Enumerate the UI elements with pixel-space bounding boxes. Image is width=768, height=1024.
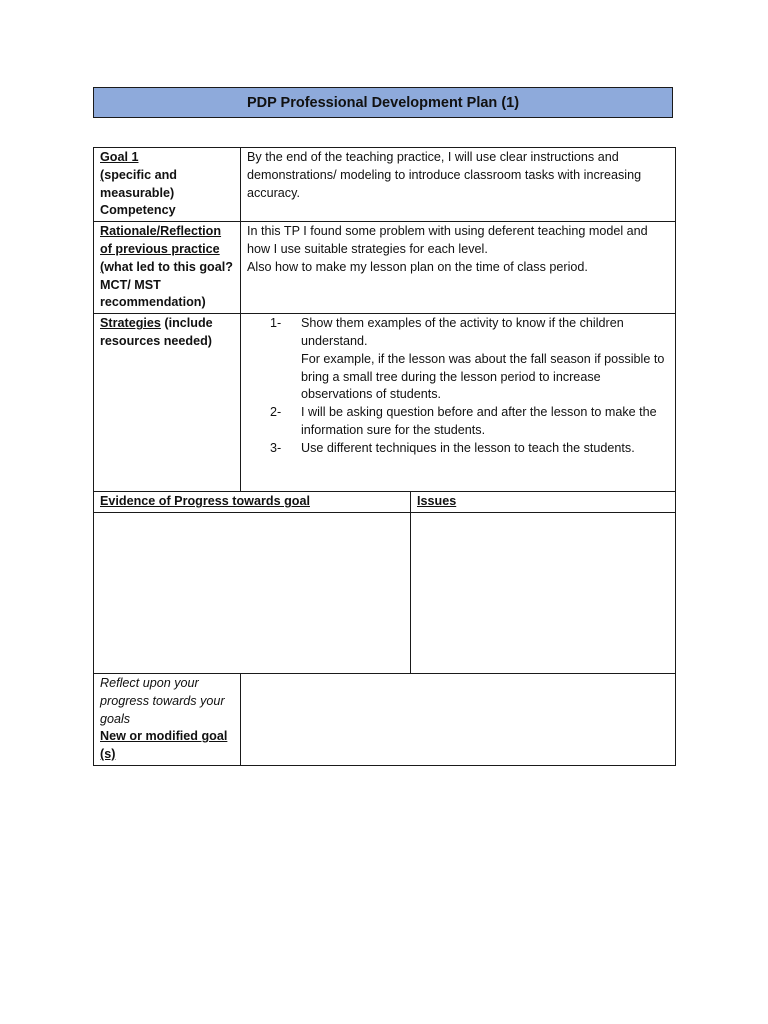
strategy-text: Use different techniques in the lesson to teach the students.	[301, 440, 635, 455]
reflect-row	[94, 673, 676, 765]
issues-label: Issues	[417, 494, 457, 509]
goal-text-cell	[241, 148, 676, 222]
strategy-text: Show them examples of the activity to know if the children understand.	[301, 316, 624, 348]
rationale-text-2: Also how to make my lesson plan on the time of class period.	[247, 259, 588, 274]
rationale-text-1: In this TP I found some problem with using deferent teaching model and how I use suitable strategies for each level.	[247, 224, 648, 256]
evidence-header-row	[94, 492, 676, 513]
rationale-label-title: Rationale/Reflection of previous practice	[100, 224, 222, 256]
goal-row	[94, 148, 676, 222]
list-item	[270, 315, 669, 404]
strategies-text-cell	[241, 314, 676, 492]
evidence-content-cell[interactable]	[94, 512, 411, 673]
strategies-row	[94, 314, 676, 492]
rationale-label-cell	[94, 222, 241, 314]
goal-label-competency: Competency	[100, 203, 176, 218]
strategy-example: For example, if the lesson was about the fall season if possible to bring a small tree during the lesson period to increase observations of students.	[301, 351, 665, 402]
pdp-table	[93, 147, 676, 766]
strategies-label-cell	[94, 314, 241, 492]
strategies-list	[247, 315, 669, 457]
reflect-label: Reflect upon your progress towards your goals	[100, 675, 225, 726]
strategy-number: 2-	[270, 405, 282, 420]
rationale-label-desc: what led to this goal? MCT/ MST recommendation)	[100, 259, 233, 310]
strategy-number: 3-	[270, 440, 282, 455]
strategy-text: I will be asking question before and after the lesson to make the information sure for the students.	[301, 405, 657, 437]
goal-label-title: Goal 1	[100, 150, 139, 164]
evidence-label: Evidence of Progress towards goal	[100, 494, 310, 509]
new-goal-label: New or modified goal (s)	[100, 729, 228, 762]
rationale-text-cell	[241, 222, 676, 314]
list-item	[270, 404, 669, 440]
evidence-content-row	[94, 512, 676, 673]
issues-label-cell	[411, 492, 676, 513]
reflect-label-cell	[94, 673, 241, 765]
issues-content-cell[interactable]	[411, 512, 676, 673]
list-item	[270, 440, 669, 458]
goal-label-cell	[94, 148, 241, 222]
goal-label-paren: (	[100, 167, 105, 182]
document-title: PDP Professional Development Plan (1)	[246, 94, 520, 111]
goal-label-desc: specific and measurable)	[100, 167, 177, 200]
strategy-number: 1-	[270, 316, 282, 331]
evidence-label-cell	[94, 492, 411, 513]
strategies-label-title: Strategies	[100, 316, 161, 331]
goal-text: By the end of the teaching practice, I will use clear instructions and demonstrations/ modeling to introduce classroom tasks with increasing accuracy.	[247, 150, 642, 200]
rationale-row	[94, 222, 676, 314]
document-title-box	[93, 87, 673, 118]
strategies-label-desc: (include resources needed)	[100, 316, 213, 348]
reflect-content-cell[interactable]	[241, 673, 676, 765]
rationale-label-paren: (	[100, 259, 105, 274]
